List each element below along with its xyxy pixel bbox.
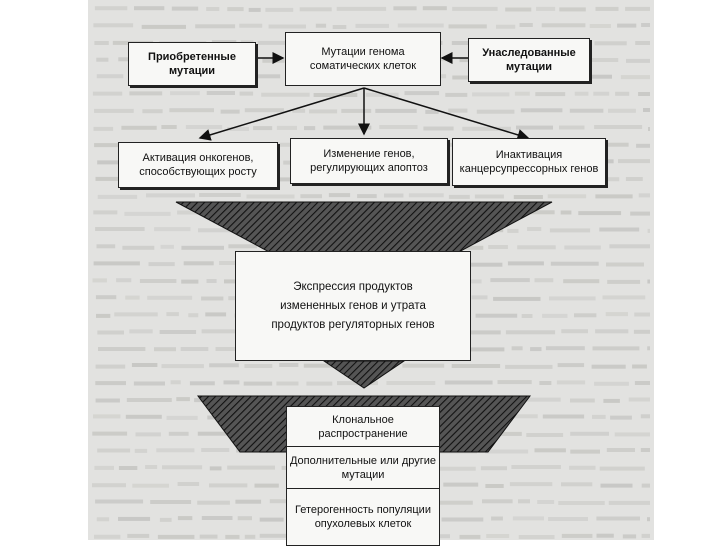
somatic-mutations-box: Мутации генома соматических клеток bbox=[285, 32, 441, 86]
middle-funnel-tip bbox=[324, 361, 404, 388]
oncogene-activation-box: Активация онкогенов, способствующих росту bbox=[118, 142, 278, 188]
inherited-mutations-box: Унаследованные мутации bbox=[468, 38, 590, 82]
outcome-stack bbox=[286, 406, 440, 546]
acquired-mutations-box: Приобретенные мутации bbox=[128, 42, 256, 86]
arrow-to-oncogenes bbox=[200, 88, 364, 138]
apoptosis-genes-box: Изменение генов, регулирующих апоптоз bbox=[290, 138, 448, 184]
additional-mutations-cell: Дополнительные или другие мутации bbox=[287, 447, 439, 489]
arrow-to-suppressors bbox=[364, 88, 528, 138]
gene-expression-box: Экспрессия продуктов измененных генов и утрата продуктов регуляторных генов bbox=[235, 251, 471, 361]
clonal-expansion-cell: Клональное распространение bbox=[287, 407, 439, 447]
suppressor-inactivation-box: Инактивация канцерсупрессорных генов bbox=[452, 138, 606, 186]
population-heterogeneity-cell: Гетерогенность популяции опухолевых клеток bbox=[295, 504, 431, 530]
